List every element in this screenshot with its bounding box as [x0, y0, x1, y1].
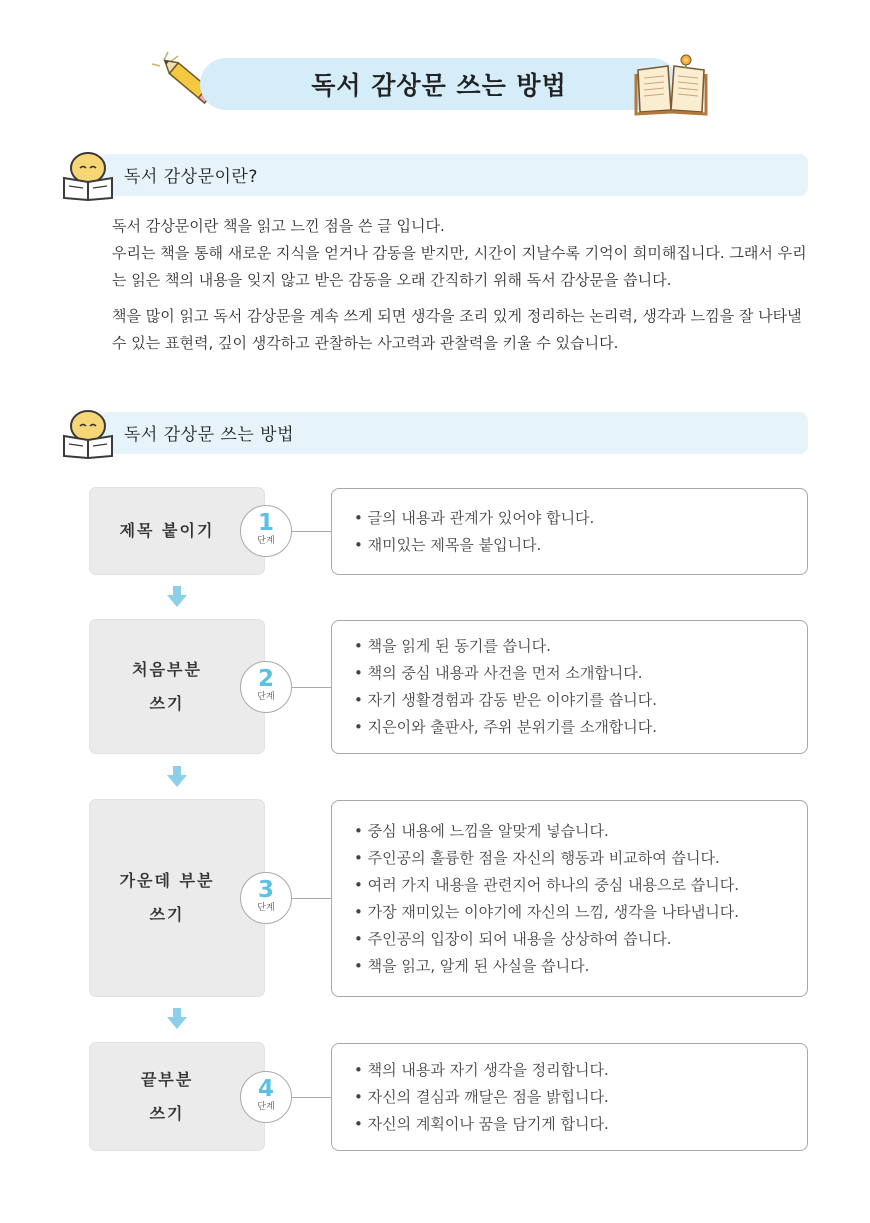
step-description-3 [331, 800, 808, 997]
page-title: 독서 감상문 쓰는 방법 [311, 71, 567, 100]
list-item: • 주인공의 입장이 되어 내용을 상상하여 씁니다. [354, 929, 672, 948]
paragraph: 독서 감상문이란 책을 읽고 느낀 점을 쓴 글 입니다. [112, 217, 445, 235]
step-number: 2 [257, 666, 274, 692]
list-item: • 자기 생활경험과 감동 받은 이야기를 씁니다. [354, 691, 658, 709]
step-unit: 단계 [257, 1102, 275, 1112]
step-number: 4 [257, 1076, 274, 1102]
list-item: • 자신의 계획이나 꿈을 담기게 합니다. [354, 1114, 609, 1133]
list-item: • 재미있는 제목을 붙입니다. [354, 535, 542, 554]
list-item: • 주인공의 훌륭한 점을 자신의 행동과 비교하여 씁니다. [354, 848, 720, 867]
paragraph: 우리는 책을 통해 새로운 지식을 얻거나 감동을 받지만, 시간이 지날수록 기억이 희미해집니다. 그래서 우리는 읽은 책의 내용을 잊지 않고 받은 감동을 오래 간직하기 위해 독서 감상문을 씁니다. [112, 244, 807, 289]
step-box-2 [90, 620, 264, 753]
section-title: 독서 감상문이란? [124, 167, 258, 187]
step-name: 가운데 부분 쓰기 [119, 871, 215, 924]
step-description-2 [331, 620, 808, 754]
section-title: 독서 감상문 쓰는 방법 [124, 425, 295, 445]
list-item: • 책을 읽게 된 동기를 씁니다. [354, 637, 551, 655]
list-item: • 글의 내용과 관계가 있어야 합니다. [354, 508, 595, 527]
connector-line [291, 1097, 333, 1098]
step-unit: 단계 [257, 903, 275, 913]
arrow-down-icon [166, 1008, 188, 1030]
list-item: • 가장 재미있는 이야기에 자신의 느낌, 생각을 나타냅니다. [354, 902, 740, 921]
step-box-3 [90, 800, 264, 996]
title-banner [200, 58, 678, 110]
section-header-method [58, 410, 810, 460]
list-item: • 지은이와 출판사, 주위 분위기를 소개합니다. [354, 718, 658, 736]
list-item: • 책의 내용과 자기 생각을 정리합니다. [354, 1060, 609, 1079]
step-badge-3 [240, 872, 292, 924]
list-item: • 중심 내용에 느낌을 알맞게 넣습니다. [354, 821, 609, 840]
list-item: • 책을 읽고, 알게 된 사실을 씁니다. [354, 956, 590, 975]
step-name: 끝부분 쓰기 [140, 1069, 194, 1123]
arrow-down-icon [166, 586, 188, 608]
step-badge-2 [240, 661, 292, 713]
intro-paragraphs [112, 213, 817, 357]
connector-line [291, 898, 333, 899]
step-description-4 [331, 1043, 808, 1151]
arrow-down-icon [166, 766, 188, 788]
list-item: • 책의 중심 내용과 사건을 먼저 소개합니다. [354, 664, 643, 682]
step-description-1 [331, 488, 808, 575]
step-number: 1 [257, 510, 274, 536]
step-badge-4 [240, 1071, 292, 1123]
connector-line [291, 531, 333, 532]
step-number: 3 [257, 877, 274, 903]
connector-line [291, 687, 333, 688]
list-item: • 여러 가지 내용을 관련지어 하나의 중심 내용으로 씁니다. [354, 875, 740, 894]
open-book-icon [628, 52, 714, 116]
list-item: • 자신의 결심과 깨달은 점을 밝힙니다. [354, 1087, 609, 1106]
reader-icon [58, 404, 120, 460]
section-header-about [58, 152, 810, 202]
step-box-4 [90, 1043, 264, 1150]
step-unit: 단계 [257, 536, 275, 546]
step-name: 처음부분 쓰기 [132, 659, 202, 713]
step-unit: 단계 [257, 692, 275, 702]
step-name: 제목 붙이기 [119, 521, 215, 540]
reader-icon [58, 146, 120, 202]
step-box-1 [90, 488, 264, 574]
paragraph: 책을 많이 읽고 독서 감상문을 계속 쓰게 되면 생각을 조리 있게 정리하는 논리력, 생각과 느낌을 잘 나타낼 수 있는 표현력, 깊이 생각하고 관찰하는 사고력과 관찰력을 키울 수 있습니다. [112, 307, 802, 352]
step-badge-1 [240, 505, 292, 557]
